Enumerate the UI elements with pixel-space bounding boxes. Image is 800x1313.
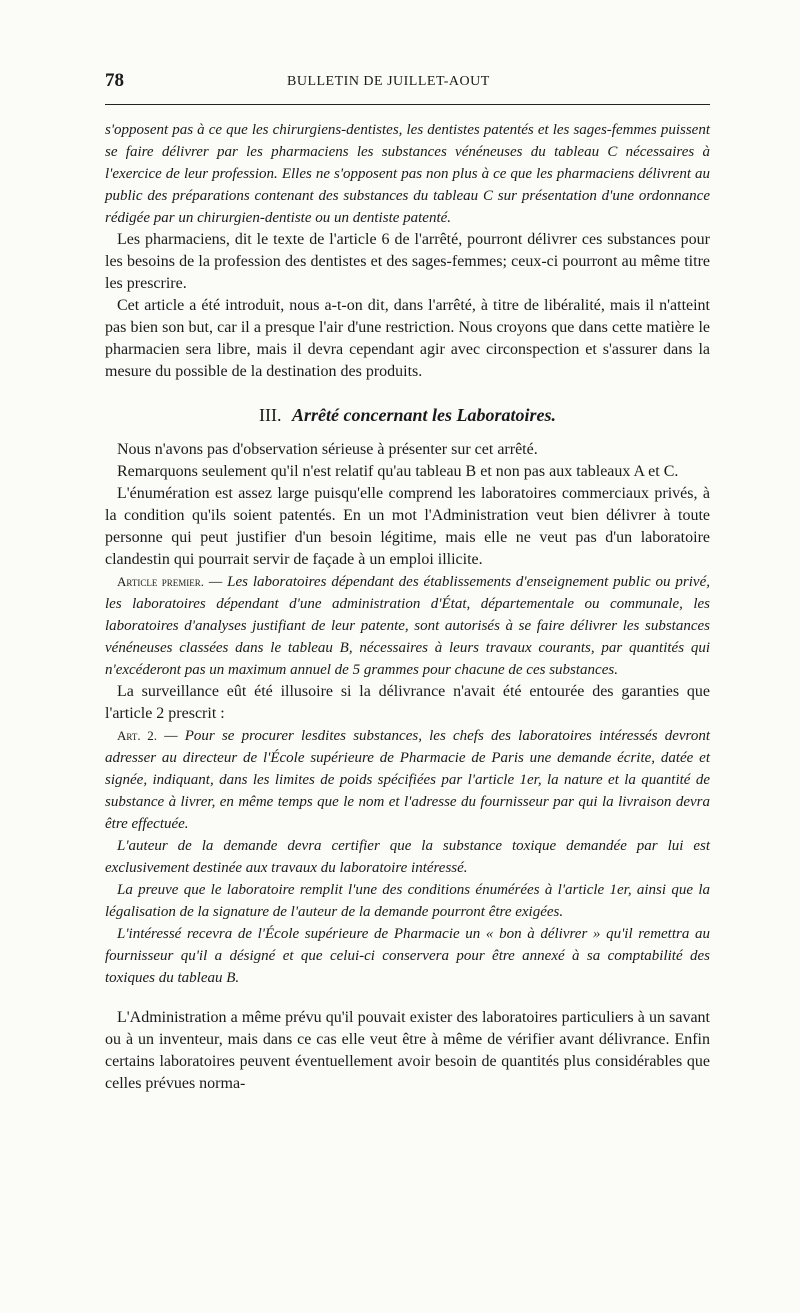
paragraph-no-observation: Nous n'avons pas d'observation sérieuse à présenter sur cet arrêté. bbox=[117, 441, 538, 458]
paragraph-dentists-continuation: s'opposent pas à ce que les chirurgiens-dentistes, les dentistes patentés et les sages-femmes puissent se faire délivrer par les pharmaciens les substances vénéneuses du tableau C nécessaires à l'exercice de leur profession. Elles ne s'opposent pas non plus à ce que les pharmaciens délivrent au public des préparations contenant des substances du tableau C sur présentation d'une ordonnance rédigée par un chirurgien-dentiste ou un dentiste patenté. bbox=[105, 122, 710, 226]
section-number: III. bbox=[259, 405, 282, 425]
article-2-label: Art. 2. bbox=[117, 728, 158, 743]
paragraph-enumeration: L'énumération est assez large puisqu'elle comprend les laboratoires commerciaux privés, à la condition qu'ils soient patentés. En un mot l'Administration veut bien délivrer à toute personne qui peut justifier d'un besoin légitime, mais elle ne veut pas d'un laboratoire clandestin qui pourrait servir de façade à un emploi illicite. bbox=[105, 485, 710, 568]
header-rule bbox=[105, 104, 710, 105]
section-heading bbox=[105, 405, 710, 426]
paragraph-tableau-b: Remarquons seulement qu'il n'est relatif qu'au tableau B et non pas aux tableaux A et C. bbox=[117, 463, 679, 480]
paragraph-surveillance: La surveillance eût été illusoire si la délivrance n'avait été entourée des garanties que l'article 2 prescrit : bbox=[105, 683, 710, 722]
paragraph-certify: L'auteur de la demande devra certifier que la substance toxique demandée par lui est exclusivement destinée aux travaux du laboratoire intéressé. bbox=[105, 838, 710, 876]
section-title: Arrêté concernant les Laboratoires. bbox=[291, 405, 556, 425]
running-title: BULLETIN DE JUILLET-AOUT bbox=[287, 74, 490, 89]
page-number: 78 bbox=[105, 70, 124, 91]
document-page bbox=[105, 62, 711, 1092]
page-header bbox=[105, 62, 710, 92]
page-body bbox=[105, 119, 710, 1095]
paragraph-proof: La preuve que le laboratoire remplit l'une des conditions énumérées à l'article 1er, ainsi que la légalisation de la signature de l'auteur de la demande pourront être exigées. bbox=[105, 882, 710, 920]
article-premier-label: Article premier. bbox=[117, 574, 204, 589]
paragraph-liberality: Cet article a été introduit, nous a-t-on dit, dans l'arrêté, à titre de libéralité, mais il n'atteint pas bien son but, car il a presque l'air d'une restriction. Nous croyons que dans cette matière le pharmacien sera libre, mais il devra cependant agir avec circonspection et s'assurer dans la mesure du possible de la destination des produits. bbox=[105, 297, 710, 380]
paragraph-bon-a-delivrer: L'intéressé recevra de l'École supérieure de Pharmacie un « bon à délivrer » qu'il remettra au fournisseur qu'il a désigné et que celui-ci conservera pour être annexé à sa comptabilité des toxiques du tableau B. bbox=[105, 926, 710, 986]
article-premier-text: — Les laboratoires dépendant des établissements d'enseignement public ou privé, les laboratoires dépendant d'une administration d'État, départementale ou communale, les laboratoires d'analyses justifiant de leur patente, sont autorisés à se faire délivrer les substances vénéneuses classées dans le tableau B, nécessaires à leurs travaux courants, par quantités qui n'excéderont pas un maximum annuel de 5 grammes pour chacune de ces substances. bbox=[105, 574, 710, 678]
article-2-text: — Pour se procurer lesdites substances, les chefs des laboratoires intéressés devront adresser au directeur de l'École supérieure de Pharmacie de Paris une demande écrite, datée et signée, indiquant, dans les limites de poids spécifiées par l'article 1er, la nature et la quantité de substance à livrer, en même temps que le nom et l'adresse du fournisseur par qui la livraison devra être effectuée. bbox=[105, 728, 711, 832]
paragraph-article-6: Les pharmaciens, dit le texte de l'article 6 de l'arrêté, pourront délivrer ces substances pour les besoins de la profession des dentistes et des sages-femmes; ceux-ci pourront au même titre les prescrire. bbox=[105, 231, 710, 292]
paragraph-administration: L'Administration a même prévu qu'il pouvait exister des laboratoires particuliers à un savant ou à un inventeur, mais dans ce cas elle veut être à même de vérifier avant délivrance. Enfin certains laboratoires peuvent éventuellement avoir besoin de quantités plus considérables que celles prévues norma- bbox=[105, 1009, 710, 1092]
article-2 bbox=[105, 725, 710, 835]
article-premier bbox=[105, 571, 710, 681]
